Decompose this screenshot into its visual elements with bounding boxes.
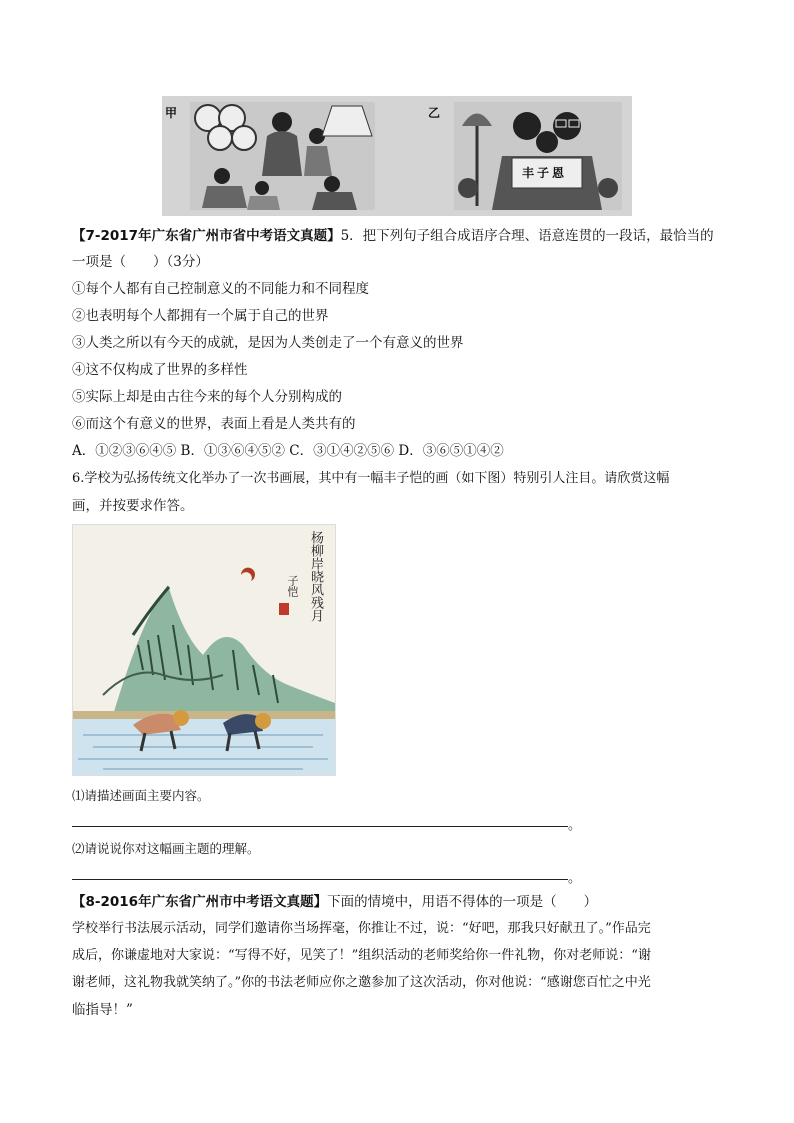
feng-zikai-painting <box>72 524 336 776</box>
book-cover-text: 丰子恩 <box>522 166 568 180</box>
q8-stem: 下面的情境中，用语不得体的一项是（ ） <box>327 894 598 910</box>
q7-source-tag: 【7-2017年广东省广州市省中考语文真题】 <box>72 228 341 244</box>
q7-stem-a: 5．把下列句子组合成语序合理、语意连贯的一段话，最恰当的 <box>340 228 714 244</box>
q7-sentence-6: ⑥而这个有意义的世界，表面上看是人类共有的 <box>72 416 356 432</box>
q8-paragraph-line2: 成后，你谦虚地对大家说：“写得不好，见笑了！”组织活动的老师奖给你一件礼物，你对老师说：“谢 <box>72 948 651 963</box>
q6-answer-line-1[interactable] <box>72 826 568 827</box>
figure-label-left: 甲 <box>165 106 178 120</box>
q6-answer-end-1: 。 <box>568 818 582 833</box>
q6-stem-b: 画，并按要求作答。 <box>72 498 194 514</box>
q6-answer-line-2[interactable] <box>72 879 568 880</box>
q6-stem-a: 6.学校为弘扬传统文化举办了一次书画展，其中有一幅丰子恺的画（如下图）特别引人注目。请欣赏这幅 <box>72 471 670 486</box>
comic-illustration <box>162 96 632 216</box>
q7-stem-b: 一项是（ ）（3分） <box>72 254 209 270</box>
q8-paragraph-line3: 谢老师，这礼物我就笑纳了。”你的书法老师应你之邀参加了这次活动，你对他说：“感谢您百忙之中光 <box>72 975 651 990</box>
q7-sentence-3: ③人类之所以有今天的成就，是因为人类创走了一个有意义的世界 <box>72 335 464 351</box>
q7-stem-line1 <box>72 226 714 246</box>
q7-options: A．①②③⑥④⑤ B．①③⑥④⑤② C．③①④②⑤⑥ D．③⑥⑤①④② <box>72 443 504 459</box>
painting-illustration <box>73 525 335 775</box>
q8-paragraph-line1: 学校举行书法展示活动，同学们邀请你当场挥毫，你推让不过，说：“好吧，那我只好献丑了。”作品完 <box>72 921 651 936</box>
q7-sentence-5: ⑤实际上却是由古往今来的每个人分别构成的 <box>72 389 342 405</box>
painting-inscription: 杨柳岸晓风残月 <box>308 531 323 622</box>
q8-source-tag: 【8-2016年广东省广州市中考语文真题】 <box>72 894 328 910</box>
q8-stem-line <box>72 892 597 912</box>
q7-sentence-4: ④这不仅构成了世界的多样性 <box>72 362 248 378</box>
q7-sentence-2: ②也表明每个人都拥有一个属于自己的世界 <box>72 308 329 324</box>
q6-answer-end-2: 。 <box>568 871 582 886</box>
q6-sub2: ⑵请说说你对这幅画主题的理解。 <box>72 841 260 856</box>
comic-figure <box>162 96 632 216</box>
figure-label-right: 乙 <box>428 106 441 120</box>
q6-sub1: ⑴请描述画面主要内容。 <box>72 788 210 803</box>
q7-sentence-1: ①每个人都有自己控制意义的不同能力和不同程度 <box>72 281 369 297</box>
painting-signature: 子恺 <box>286 575 299 597</box>
q8-paragraph-line4: 临指导！” <box>72 1002 133 1018</box>
